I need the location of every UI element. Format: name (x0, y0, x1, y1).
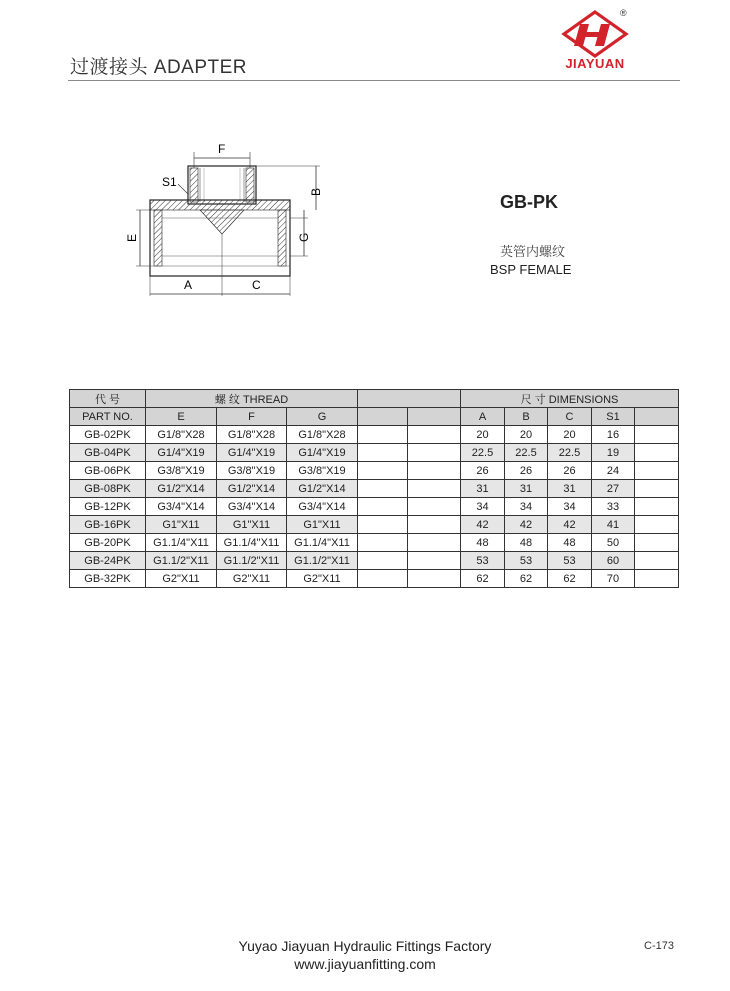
table-cell: G2"X11 (287, 570, 358, 588)
table-row (70, 444, 679, 462)
header-s1: S1 (592, 408, 635, 426)
table-cell: GB-12PK (70, 498, 146, 516)
table-cell: G1.1/2"X11 (217, 552, 287, 570)
table-cell: 50 (592, 534, 635, 552)
table-cell: 22.5 (505, 444, 548, 462)
header-blank-cell (408, 408, 461, 426)
table-cell: 26 (505, 462, 548, 480)
table-cell: GB-08PK (70, 480, 146, 498)
table-cell: 33 (592, 498, 635, 516)
table-header-row-1 (70, 390, 679, 408)
product-model: GB-PK (500, 192, 558, 212)
table-cell: 31 (548, 480, 592, 498)
table-row (70, 534, 679, 552)
blank-cell (358, 570, 408, 588)
blank-cell (635, 480, 679, 498)
table-cell: G1.1/4"X11 (217, 534, 287, 552)
blank-cell (635, 498, 679, 516)
header-g: G (287, 408, 358, 426)
table-cell: 48 (461, 534, 505, 552)
page-title: 过渡接头 ADAPTER (70, 57, 248, 78)
product-desc-cn: 英管内螺纹 (500, 244, 566, 259)
label-g: G (297, 232, 311, 242)
table-cell: GB-16PK (70, 516, 146, 534)
header-blank-cell (358, 408, 408, 426)
table-cell: 62 (505, 570, 548, 588)
label-c: C (252, 278, 261, 292)
header-blank (358, 390, 461, 408)
table-cell: G1.1/4"X11 (146, 534, 217, 552)
table-cell: 70 (592, 570, 635, 588)
blank-cell (408, 480, 461, 498)
blank-cell (408, 516, 461, 534)
table-header-row-2 (70, 408, 679, 426)
table-cell: G1/4"X19 (146, 444, 217, 462)
table-cell: GB-06PK (70, 462, 146, 480)
table-cell: G1.1/2"X11 (146, 552, 217, 570)
brand-name: JIAYUAN (565, 56, 625, 71)
blank-cell (408, 534, 461, 552)
table-cell: G1"X11 (146, 516, 217, 534)
table-cell: 42 (461, 516, 505, 534)
table-cell: G3/4"X14 (287, 498, 358, 516)
table-cell: 31 (461, 480, 505, 498)
table-cell: 22.5 (548, 444, 592, 462)
header-a: A (461, 408, 505, 426)
table-cell: 34 (461, 498, 505, 516)
spec-table (69, 389, 679, 588)
table-cell: 41 (592, 516, 635, 534)
table-cell: GB-20PK (70, 534, 146, 552)
table-cell: 22.5 (461, 444, 505, 462)
blank-cell (408, 426, 461, 444)
header-thread: 螺 纹 THREAD (146, 390, 358, 408)
table-cell: 42 (505, 516, 548, 534)
table-cell: 62 (461, 570, 505, 588)
table-cell: G1/8"X28 (287, 426, 358, 444)
table-row (70, 480, 679, 498)
table-cell: 48 (505, 534, 548, 552)
table-cell: G1.1/2"X11 (287, 552, 358, 570)
table-cell: GB-32PK (70, 570, 146, 588)
footer-company: Yuyao Jiayuan Hydraulic Fittings Factory (238, 938, 492, 954)
label-s1: S1 (162, 175, 177, 189)
table-cell: 53 (461, 552, 505, 570)
header-part-no: PART NO. (70, 408, 146, 426)
table-cell: G1/8"X28 (217, 426, 287, 444)
blank-cell (358, 462, 408, 480)
blank-cell (358, 426, 408, 444)
blank-cell (358, 552, 408, 570)
table-cell: G3/8"X19 (217, 462, 287, 480)
header-f: F (217, 408, 287, 426)
product-desc-en: BSP FEMALE (490, 262, 572, 277)
table-cell: 62 (548, 570, 592, 588)
table-row (70, 426, 679, 444)
blank-cell (635, 570, 679, 588)
table-cell: G1/8"X28 (146, 426, 217, 444)
table-cell: G2"X11 (217, 570, 287, 588)
table-cell: G3/8"X19 (287, 462, 358, 480)
blank-cell (358, 498, 408, 516)
table-row (70, 570, 679, 588)
blank-cell (635, 444, 679, 462)
blank-cell (408, 552, 461, 570)
table-cell: 20 (461, 426, 505, 444)
table-cell: 19 (592, 444, 635, 462)
table-cell: 16 (592, 426, 635, 444)
table-cell: 53 (548, 552, 592, 570)
table-cell: G3/4"X14 (146, 498, 217, 516)
table-cell: G1/4"X19 (217, 444, 287, 462)
table-cell: G1/2"X14 (217, 480, 287, 498)
blank-cell (635, 516, 679, 534)
label-a: A (184, 278, 193, 292)
blank-cell (358, 480, 408, 498)
header-code: 代 号 (70, 390, 146, 408)
header-blank-cell (635, 408, 679, 426)
header-divider (68, 80, 680, 81)
blank-cell (408, 462, 461, 480)
table-cell: G1/2"X14 (146, 480, 217, 498)
header-b: B (505, 408, 548, 426)
table-cell: G2"X11 (146, 570, 217, 588)
table-cell: G1"X11 (287, 516, 358, 534)
table-cell: G3/8"X19 (146, 462, 217, 480)
blank-cell (358, 534, 408, 552)
footer-website[interactable]: www.jiayuanfitting.com (294, 956, 436, 972)
blank-cell (635, 462, 679, 480)
table-row (70, 462, 679, 480)
table-cell: 42 (548, 516, 592, 534)
table-cell: GB-24PK (70, 552, 146, 570)
table-cell: 34 (548, 498, 592, 516)
table-cell: G1"X11 (217, 516, 287, 534)
table-cell: G1.1/4"X11 (287, 534, 358, 552)
header-c: C (548, 408, 592, 426)
table-row (70, 516, 679, 534)
table-cell: GB-02PK (70, 426, 146, 444)
table-cell: G1/2"X14 (287, 480, 358, 498)
table-cell: 26 (461, 462, 505, 480)
table-cell: 24 (592, 462, 635, 480)
table-cell: 48 (548, 534, 592, 552)
blank-cell (358, 444, 408, 462)
table-cell: 53 (505, 552, 548, 570)
table-cell: 20 (548, 426, 592, 444)
label-f: F (218, 142, 226, 156)
table-row (70, 498, 679, 516)
header-e: E (146, 408, 217, 426)
table-cell: 27 (592, 480, 635, 498)
table-row (70, 552, 679, 570)
page-number: C-173 (644, 940, 674, 952)
table-cell: 60 (592, 552, 635, 570)
table-cell: 26 (548, 462, 592, 480)
table-cell: 31 (505, 480, 548, 498)
tee-fitting-drawing (120, 138, 340, 298)
header-dimensions: 尺 寸 DIMENSIONS (461, 390, 679, 408)
table-cell: 34 (505, 498, 548, 516)
blank-cell (635, 426, 679, 444)
table-cell: 20 (505, 426, 548, 444)
table-cell: G3/4"X14 (217, 498, 287, 516)
blank-cell (408, 498, 461, 516)
blank-cell (635, 534, 679, 552)
label-e: E (125, 233, 139, 242)
blank-cell (635, 552, 679, 570)
blank-cell (408, 570, 461, 588)
registered-mark: ® (620, 8, 627, 18)
table-cell: G1/4"X19 (287, 444, 358, 462)
label-b: B (309, 187, 323, 196)
table-cell: GB-04PK (70, 444, 146, 462)
blank-cell (358, 516, 408, 534)
blank-cell (408, 444, 461, 462)
